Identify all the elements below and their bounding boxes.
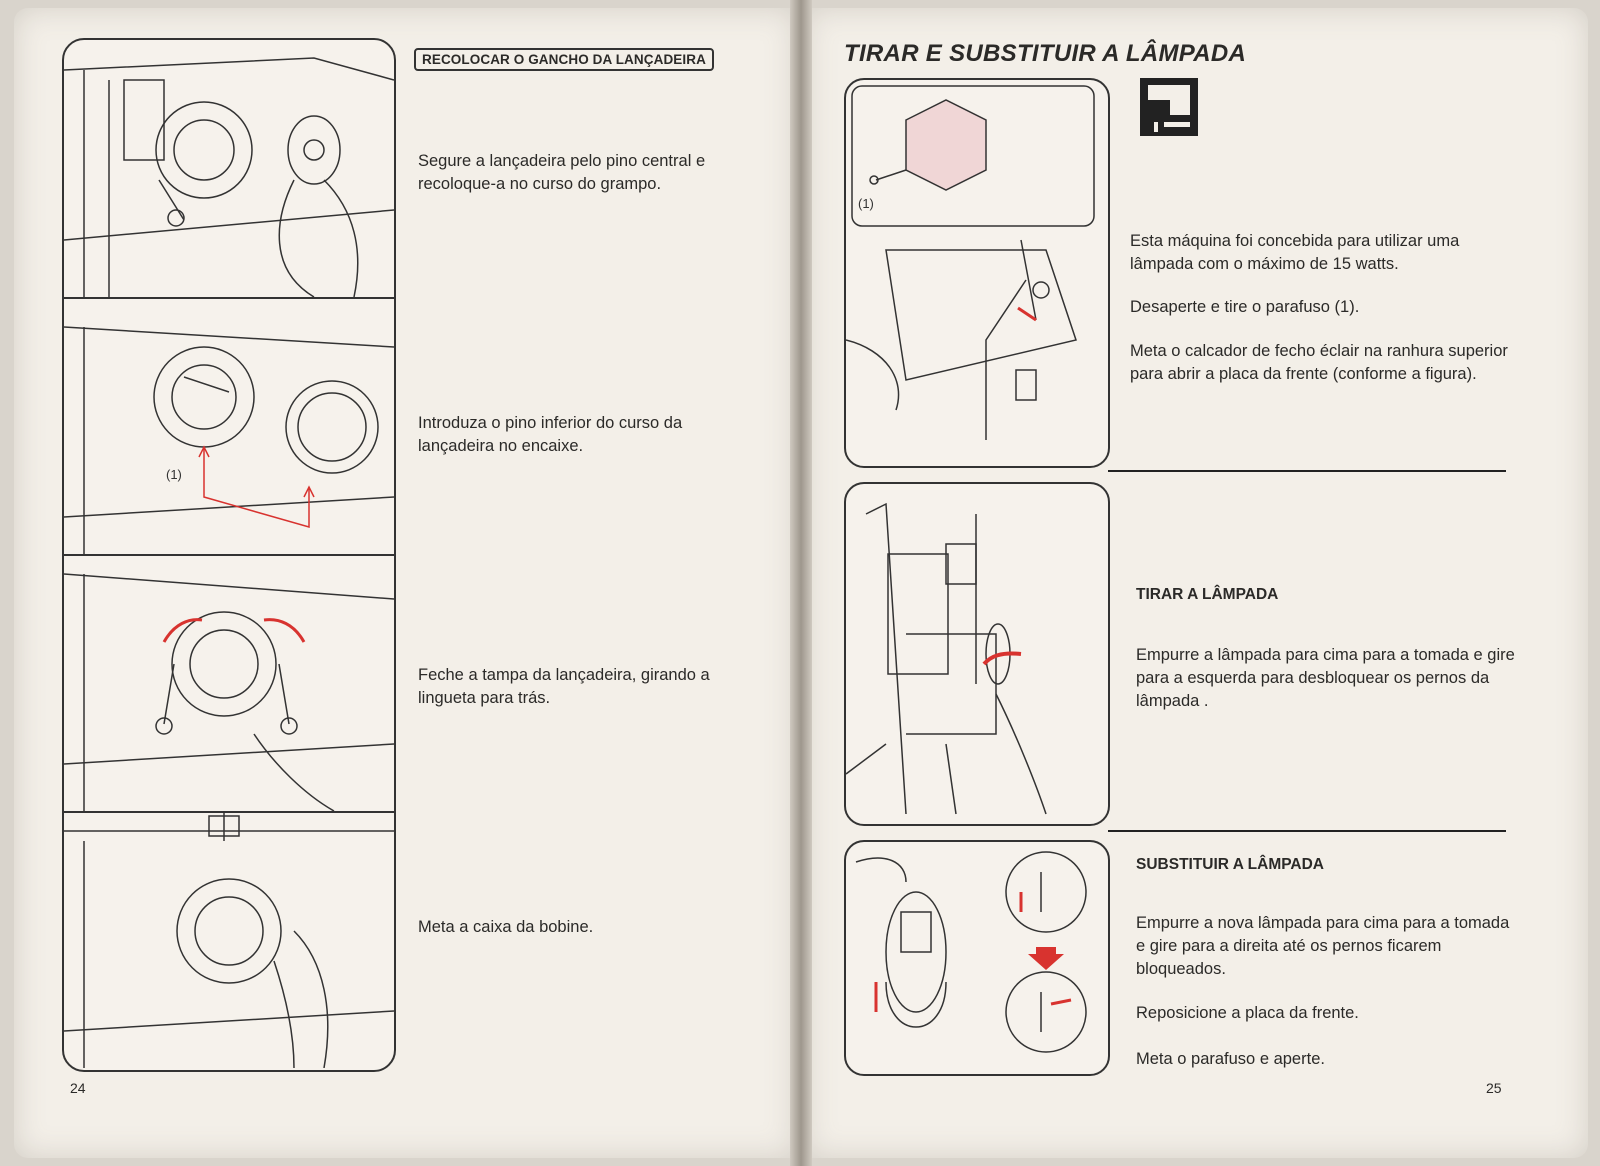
step-text-1: Segure a lançadeira pelo pino central e recoloque-a no curso do grampo. [418,152,706,193]
figure-callout: (1) [858,196,874,211]
section-label: RECOLOCAR O GANCHO DA LANÇADEIRA [414,48,714,71]
page-number-right: 25 [1486,1080,1502,1096]
lamp-symbol-icon [1140,78,1198,136]
book-gutter [790,0,812,1166]
illustration-strip [62,38,396,1072]
step-text-2: Introduza o pino inferior do curso da lançadeira no encaixe. [418,414,683,455]
replace-text-3: Meta o parafuso e aperte. [1136,1050,1325,1068]
step-text-4: Meta a caixa da bobine. [418,918,594,936]
callout-label: (1) [166,467,182,482]
step-text-3: Feche a tampa da lançadeira, girando a lingueta para trás. [418,666,710,707]
arrow-down-icon [1028,947,1064,970]
remove-text: Empurre a lâmpada para cima para a tomada e gire para a esquerda para desbloquear os pernos da lâmpada . [1136,646,1515,710]
illustration-panel-4 [64,811,394,1068]
lamp-figure-3 [844,840,1110,1076]
intro-text-2: Desaperte e tire o parafuso (1). [1130,298,1360,316]
illustration-panel-2 [64,297,394,556]
section-divider-2 [1108,830,1506,832]
lamp-figure-1 [844,78,1110,468]
illustration-panel-3 [64,554,394,813]
illustration-panel-1 [64,40,394,299]
page-title: TIRAR E SUBSTITUIR A LÂMPADA [844,40,1247,67]
intro-text-3: Meta o calcador de fecho éclair na ranhura superior para abrir a placa da frente (conforme a figura). [1130,342,1508,383]
replace-text-2: Reposicione a placa da frente. [1136,1004,1359,1022]
replace-heading: SUBSTITUIR A LÂMPADA [1136,856,1324,873]
section-divider-1 [1108,470,1506,472]
page-number-left: 24 [70,1080,86,1096]
lamp-figure-2 [844,482,1110,826]
replace-text-1: Empurre a nova lâmpada para cima para a tomada e gire para a direita até os pernos ficarem bloqueados. [1136,914,1510,978]
remove-heading: TIRAR A LÂMPADA [1136,586,1279,603]
intro-text-1: Esta máquina foi concebida para utilizar uma lâmpada com o máximo de 15 watts. [1130,232,1460,273]
